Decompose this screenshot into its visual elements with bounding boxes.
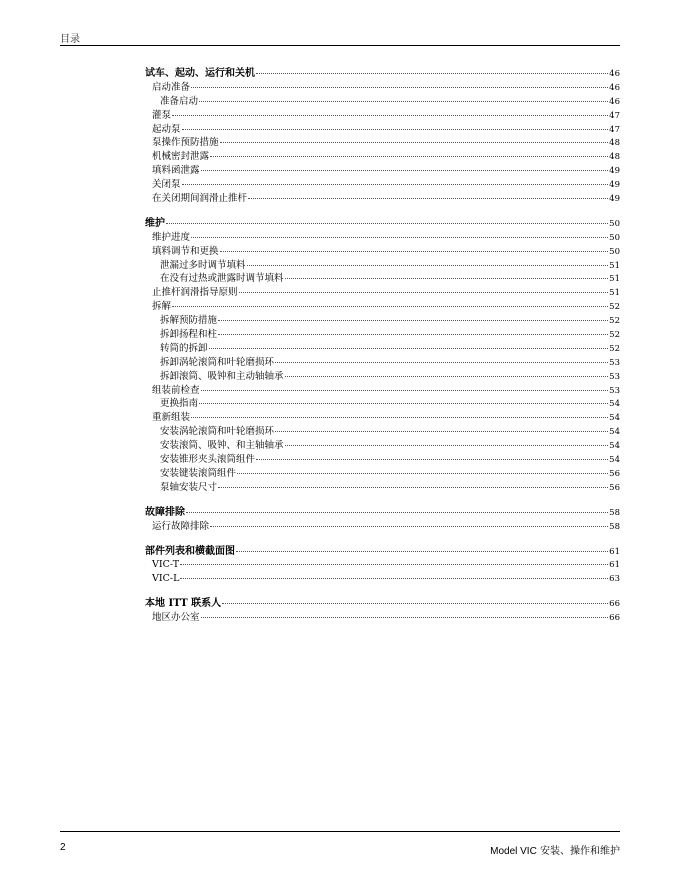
dot-leader — [172, 306, 608, 307]
toc-entry-label: 填料函泄露 — [152, 165, 200, 177]
dot-leader — [186, 512, 608, 513]
toc-section-heading[interactable] — [145, 597, 620, 611]
toc-section-heading-page-number: 58 — [609, 507, 620, 518]
toc-section-heading-page-number: 50 — [609, 218, 620, 229]
footer-doc-title: 安装、操作和维护 — [536, 846, 620, 857]
dot-leader — [201, 617, 609, 618]
toc-entry[interactable] — [145, 370, 620, 384]
dot-leader — [199, 101, 608, 102]
toc-entry-label: 安装涡轮滚筒和叶轮磨损环 — [160, 426, 275, 438]
toc-section-heading-page-number: 66 — [609, 599, 620, 610]
toc-entry-page-number: 66 — [609, 613, 620, 624]
toc-entry-label: 拆卸涡轮滚筒和叶轮磨损环 — [160, 356, 275, 368]
toc-entry-label: VIC-T — [152, 559, 180, 571]
toc-entry[interactable] — [145, 342, 620, 356]
toc-entry-label: 泵轴安装尺寸 — [160, 481, 218, 493]
dot-leader — [275, 431, 608, 432]
toc-entry-page-number: 54 — [609, 399, 620, 410]
toc-entry-label: 安装键装滚筒组件 — [160, 467, 237, 479]
toc-entry-page-number: 54 — [609, 441, 620, 452]
toc-entry[interactable] — [145, 356, 620, 370]
dot-leader — [237, 473, 608, 474]
dot-leader — [180, 578, 608, 579]
toc-entry-page-number: 51 — [609, 274, 620, 285]
toc-entry-page-number: 53 — [609, 371, 620, 382]
dot-leader — [220, 251, 609, 252]
dot-leader — [256, 73, 608, 74]
toc-section-heading-label: 本地 ITT 联系人 — [145, 598, 222, 610]
toc-entry-label: 安装锥形夹头滚筒组件 — [160, 454, 256, 466]
toc-entry-page-number: 47 — [609, 124, 620, 135]
footer-page-number: 2 — [60, 842, 66, 853]
toc-entry[interactable] — [145, 328, 620, 342]
dot-leader — [285, 445, 609, 446]
toc-entry[interactable] — [145, 272, 620, 286]
toc-entry-page-number: 54 — [609, 413, 620, 424]
toc-entry-page-number: 51 — [609, 260, 620, 271]
toc-entry[interactable] — [145, 481, 620, 495]
toc-entry[interactable] — [145, 150, 620, 164]
toc-entry-page-number: 49 — [609, 166, 620, 177]
dot-leader — [201, 390, 609, 391]
toc-section-heading[interactable] — [145, 506, 620, 520]
toc-entry[interactable] — [145, 300, 620, 314]
toc-entry-page-number: 56 — [609, 468, 620, 479]
toc-entry[interactable] — [145, 425, 620, 439]
toc-section-heading[interactable] — [145, 217, 620, 231]
dot-leader — [191, 87, 608, 88]
toc-section-heading-label: 维护 — [145, 217, 165, 229]
toc-entry[interactable] — [145, 259, 620, 273]
dot-leader — [201, 170, 609, 171]
dot-leader — [191, 237, 608, 238]
toc-section-heading-label: 部件列表和横截面图 — [145, 545, 235, 557]
toc-section-heading[interactable] — [145, 545, 620, 559]
toc-entry-page-number: 58 — [609, 521, 620, 532]
dot-leader — [182, 129, 609, 130]
toc-entry-label: 启动准备 — [152, 81, 191, 93]
toc-entry-page-number: 54 — [609, 427, 620, 438]
toc-entry-label: 泵操作预防措施 — [152, 137, 219, 149]
toc-section-heading[interactable] — [145, 67, 620, 81]
dot-leader — [256, 459, 608, 460]
toc-entry-page-number: 50 — [609, 232, 620, 243]
toc-entry-label: 组装前检查 — [152, 384, 200, 396]
toc-entry-page-number: 52 — [609, 330, 620, 341]
toc-entry-page-number: 48 — [609, 152, 620, 163]
toc-entry-label: 拆解 — [152, 301, 172, 313]
toc-entry-page-number: 51 — [609, 288, 620, 299]
toc-entry-label: 更换指南 — [160, 398, 199, 410]
dot-leader — [239, 292, 609, 293]
toc-entry-label: 起动泵 — [152, 123, 181, 135]
dot-leader — [218, 334, 608, 335]
toc-entry-page-number: 52 — [609, 316, 620, 327]
toc-section — [145, 217, 620, 495]
toc-entry[interactable] — [145, 95, 620, 109]
toc-entry-page-number: 46 — [609, 96, 620, 107]
toc-section-heading-page-number: 61 — [609, 546, 620, 557]
dot-leader — [218, 487, 608, 488]
dot-leader — [199, 403, 608, 404]
toc-entry[interactable] — [145, 520, 620, 534]
toc-entry-label: 安装滚筒、吸钟、和主轴轴承 — [160, 440, 284, 452]
dot-leader — [166, 223, 608, 224]
dot-leader — [285, 278, 609, 279]
toc-entry[interactable] — [145, 164, 620, 178]
toc-section — [145, 545, 620, 587]
toc-entry[interactable] — [145, 123, 620, 137]
toc-entry-page-number: 46 — [609, 82, 620, 93]
toc-entry[interactable] — [145, 109, 620, 123]
footer-doc-model: Model VIC — [490, 846, 537, 857]
toc-entry[interactable] — [145, 439, 620, 453]
dot-leader — [285, 376, 609, 377]
toc-entry[interactable] — [145, 81, 620, 95]
dot-leader — [191, 417, 608, 418]
toc-section — [145, 67, 620, 206]
toc-section — [145, 506, 620, 534]
toc-entry-label: 运行故障排除 — [152, 520, 210, 532]
toc-section-heading-label: 故障排除 — [145, 506, 185, 518]
toc-entry-label: 填料调节和更换 — [152, 245, 219, 257]
dot-leader — [182, 184, 609, 185]
toc-entry-page-number: 48 — [609, 138, 620, 149]
toc-entry-label: 拆卸扬程和柱 — [160, 329, 218, 341]
dot-leader — [275, 362, 608, 363]
toc-section-heading-page-number: 46 — [609, 69, 620, 79]
toc-entry-page-number: 54 — [609, 455, 620, 466]
toc-entry-label: 机械密封泄露 — [152, 151, 210, 163]
toc-entry-page-number: 49 — [609, 180, 620, 191]
toc-entry[interactable] — [145, 245, 620, 259]
dot-leader — [220, 142, 609, 143]
toc-entry[interactable] — [145, 397, 620, 411]
footer-document-title — [490, 842, 620, 857]
toc-entry-page-number: 53 — [609, 357, 620, 368]
footer-rule — [60, 831, 620, 832]
toc-entry[interactable] — [145, 572, 620, 586]
toc-entry[interactable] — [145, 231, 620, 245]
page-header-title: 目录 — [60, 34, 80, 45]
dot-leader — [222, 603, 608, 604]
toc-entry-label: 止推杆润滑指导原则 — [152, 287, 238, 299]
dot-leader — [180, 564, 608, 565]
toc-entry-label: 在关闭期间润滑止推杆 — [152, 193, 248, 205]
toc-entry-page-number: 52 — [609, 302, 620, 313]
toc-entry-page-number: 63 — [609, 574, 620, 585]
toc-entry-label: 关闭泵 — [152, 179, 181, 191]
toc-entry-label: 在没有过热或泄露时调节填料 — [160, 273, 284, 285]
toc-entry-page-number: 50 — [609, 246, 620, 257]
toc-entry[interactable] — [145, 558, 620, 572]
toc-entry[interactable] — [145, 411, 620, 425]
toc-entry[interactable] — [145, 286, 620, 300]
toc-section-heading-label: 试车、起动、运行和关机 — [145, 68, 255, 79]
toc-section — [145, 597, 620, 625]
toc-entry-page-number: 61 — [609, 560, 620, 571]
toc-entry-label: 地区办公室 — [152, 612, 200, 624]
dot-leader — [218, 320, 608, 321]
toc-entry-page-number: 56 — [609, 482, 620, 493]
toc-entry[interactable] — [145, 192, 620, 206]
toc-entry-page-number: 49 — [609, 194, 620, 205]
dot-leader — [210, 526, 608, 527]
header-rule — [60, 45, 620, 46]
dot-leader — [236, 551, 608, 552]
toc-entry-label: 维护进度 — [152, 231, 191, 243]
toc-entry-label: 泄漏过多时调节填料 — [160, 259, 246, 271]
toc-entry[interactable] — [145, 467, 620, 481]
dot-leader — [247, 265, 609, 266]
toc-entry-label: 准备启动 — [160, 95, 199, 107]
toc-entry-page-number: 52 — [609, 343, 620, 354]
toc-entry[interactable] — [145, 178, 620, 192]
toc-entry[interactable] — [145, 453, 620, 467]
dot-leader — [209, 348, 609, 349]
toc-entry-page-number: 53 — [609, 385, 620, 396]
toc-entry-label: 重新组装 — [152, 412, 191, 424]
toc-entry-label: VIC-L — [152, 573, 180, 585]
toc-entry[interactable] — [145, 314, 620, 328]
toc-entry-label: 拆卸滚筒、吸钟和主动轴轴承 — [160, 370, 284, 382]
toc-entry-page-number: 47 — [609, 110, 620, 121]
dot-leader — [210, 156, 608, 157]
toc-entry-label: 拆解预防措施 — [160, 315, 218, 327]
dot-leader — [248, 198, 608, 199]
toc-entry-label: 转筒的拆卸 — [160, 342, 208, 354]
dot-leader — [172, 115, 608, 116]
toc-entry[interactable] — [145, 136, 620, 150]
toc-entry[interactable] — [145, 384, 620, 398]
toc-entry[interactable] — [145, 611, 620, 625]
toc-entry-label: 灌泵 — [152, 109, 172, 121]
table-of-contents — [145, 67, 620, 636]
